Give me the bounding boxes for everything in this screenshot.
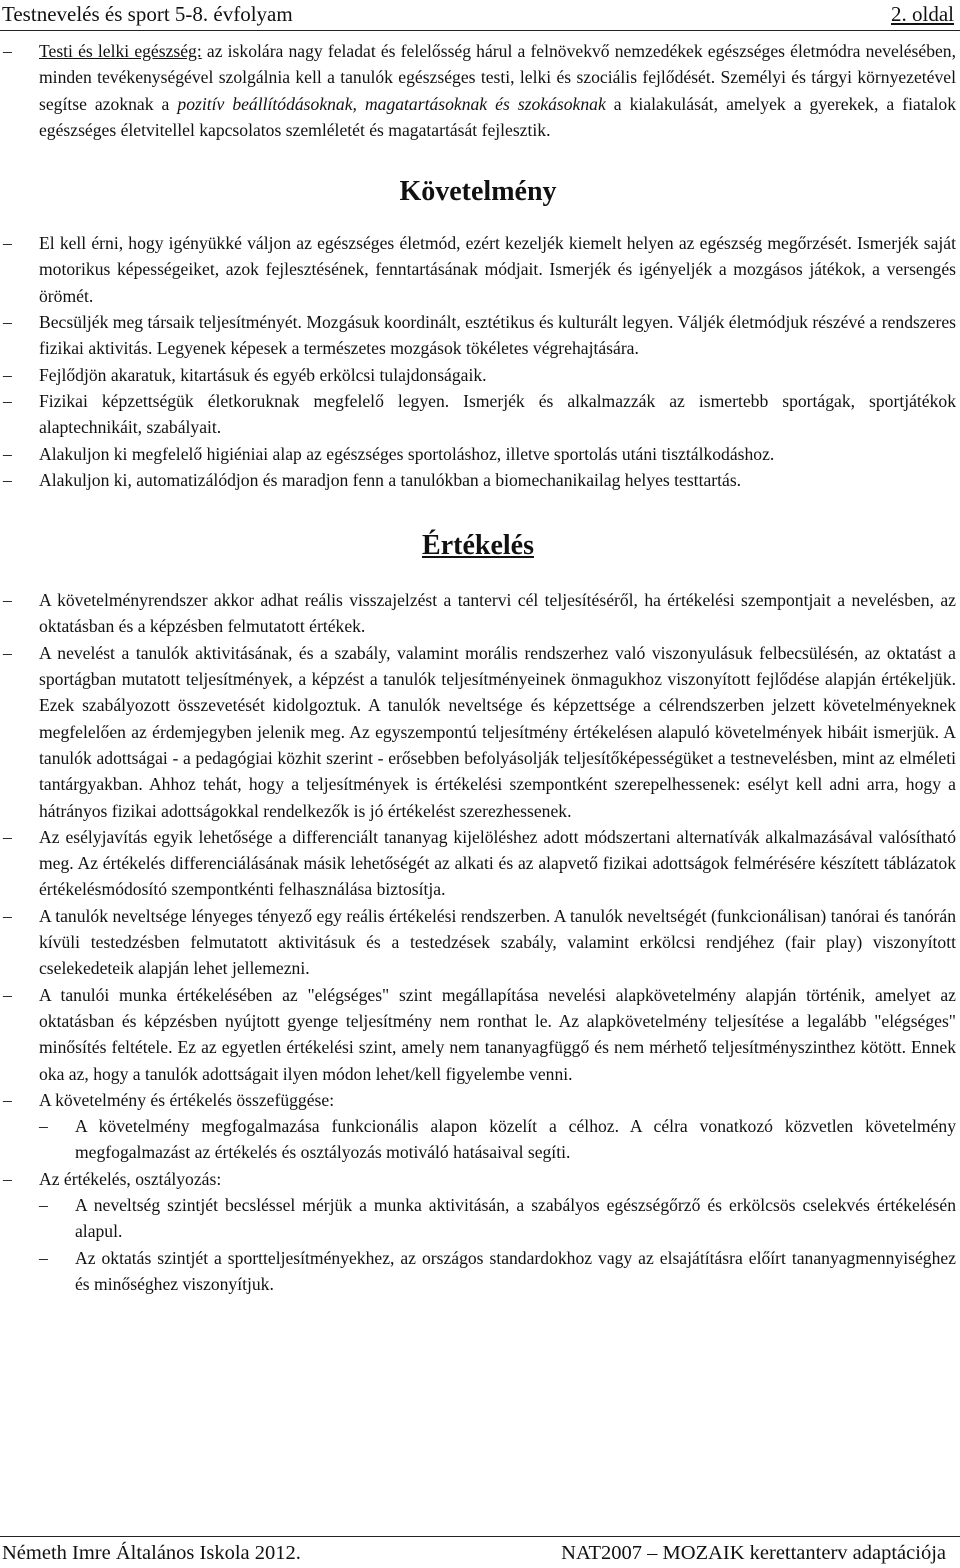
list-dash: – (3, 1168, 12, 1189)
list-item (0, 362, 956, 388)
list-dash: – (39, 1116, 48, 1137)
intro-italic: pozitív beállítódásoknak, magatartásoknak és szokásoknak (177, 93, 606, 114)
list-item (0, 982, 956, 1087)
list-dash: – (3, 590, 12, 611)
sub-list-item (0, 1192, 956, 1245)
page-header (0, 0, 960, 31)
list-dash: – (3, 41, 12, 61)
list-dash: – (3, 390, 12, 411)
sub-list-item (0, 1113, 956, 1166)
list-dash: – (3, 312, 12, 333)
document-body (0, 38, 956, 1297)
list-item-text: El kell érni, hogy igényükké váljon az egészséges életmód, ezért kezeljék kiemelt helyen az egészség megőrzését. Ismerjék saját motorikus képességeiket, azok fejlesztésének, fenntartásának módjait. Ismerjék és igényeljék a mozgásos játékok, a versengés örömét. (39, 233, 956, 306)
list-dash: – (3, 469, 12, 490)
list-dash: – (3, 984, 12, 1005)
list-dash: – (3, 364, 12, 385)
footer-school: Németh Imre Általános Iskola 2012. (2, 1542, 301, 1564)
requirements-list (0, 230, 956, 493)
list-item (0, 230, 956, 309)
list-item-text: Becsüljék meg társaik teljesítményét. Mozgásuk koordinált, esztétikus és kulturált legyen. Váljék életmódjuk részévé a rendszeres fizikai aktivitás. Legyenek képesek a természetes mozgások tökéletes végrehajtására. (39, 312, 956, 359)
page-number: 2. oldal (891, 2, 954, 26)
sub-list-item (0, 1245, 956, 1298)
list-dash: – (3, 826, 12, 847)
document-title: Testnevelés és sport 5-8. évfolyam (2, 2, 293, 26)
list-item-text: Fejlődjön akaratuk, kitartásuk és egyéb erkölcsi tulajdonságaik. (39, 364, 487, 385)
list-item (0, 640, 956, 824)
list-item (0, 467, 956, 493)
list-item-text: Alakuljon ki, automatizálódjon és maradjon fenn a tanulókban a biomechanikailag helyes testtartás. (39, 469, 742, 490)
list-item-text: A követelményrendszer akkor adhat reális visszajelzést a tantervi cél teljesítéséről, ha értékelési szempontjait a nevelésben, az oktatásban és a képzésben felmutatott értékek. (39, 590, 956, 637)
footer-program: NAT2007 – MOZAIK kerettanterv adaptációja (561, 1542, 946, 1564)
list-dash: – (3, 443, 12, 464)
requirements-heading: Követelmény (399, 176, 557, 208)
list-dash: – (3, 905, 12, 926)
list-item-text: Az oktatás szintjét a sportteljesítményekhez, az országos standardokhoz vagy az elsajátításra előírt tananyagmennyiséghez és minőséghez viszonyítjuk. (75, 1247, 956, 1294)
list-item (0, 587, 956, 640)
list-item-text: Az esélyjavítás egyik lehetősége a differenciált tananyag kijelöléshez adott módszertani alternatívák alkalmazásával valósítható meg. Az értékelés differenciálásának másik lehetőségét az alkati és az alapvető fizikai adottságok felmérésére készített táblázatok értékelésmódosító szempontkénti felhasználása biztosítja. (39, 826, 956, 900)
list-dash: – (3, 642, 12, 663)
list-item-text: Fizikai képzettségük életkoruknak megfelelő legyen. Ismerjék és alkalmazzák az ismertebb sportágak, sportjátékok alaptechnikáit, szabályait. (39, 390, 956, 438)
list-item-text: Az értékelés, osztályozás: (39, 1168, 222, 1189)
list-item-text: Alakuljon ki megfelelő higiéniai alap az egészséges sportoláshoz, illetve sportolás utáni tisztálkodáshoz. (39, 443, 775, 464)
list-item (0, 309, 956, 362)
list-item (0, 1087, 956, 1113)
list-item (0, 903, 956, 982)
intro-text-1: az iskolára nagy feladat és felelősség hárul a felnövekvő nemzedékek egészséges életmódra nevelésében, minden tevékenységével szolgálnia kell a tanulók egészséges testi, lelki és szociális fejlődését. Személyi és tárgyi környezetével segítse azoknak a (39, 41, 956, 114)
intro-term: Testi és lelki egészség: (39, 41, 202, 61)
list-item (0, 1166, 956, 1192)
list-dash: – (3, 1089, 12, 1110)
list-item (0, 441, 956, 467)
list-item-text: A követelmény megfogalmazása funkcionális alapon közelít a célhoz. A célra vonatkozó közvetlen követelmény megfogalmazást az értékelés és osztályozás motiváló hatásaival segíti. (75, 1116, 956, 1163)
list-item-text: A nevelést a tanulók aktivitásának, és a szabály, valamint morális rendszerhez való viszonyulásuk felbecsülésén, az oktatást a sportágban mutatott teljesítmények, a képzést a tanulók teljesítményeinek önmagukhoz viszonyított fejlődése alapján értékeljük. Ezek szabályozott összevetését kidolgoztuk. A tanulók neveltsége és képzettsége a célrendszerben jelzett követelményeknek megfelelően az érdemjegyben jelenik meg. Az egyszempontú teljesítmény értékelésen alapuló követelmények hibáit ismerjük. A tanulók adottságai - a pedagógiai közhit szerint - erősebben befolyásolják teljesítőképességüket a testnevelésben, mint az elméleti tantárgyakban. Ahhoz tehát, hogy a teljesítmények is értékelési szempontként szerepelhessenek: esélyt kell adni arra, hogy a hátrányos fizikai adottságokkal rendelkezők is jó értékelést szerezhessenek. (39, 642, 956, 821)
list-item-text: A tanulói munka értékelésében az "elégséges" szint megállapítása nevelési alapkövetelmény alapján történik, amelyet az oktatásban és képzésben nyújtott gyenge teljesítmény nem ronthat le. Az alapkövetelmény teljesítése a legalább "elégséges" minősítés feltétele. Ez az egyetlen értékelési szint, amely nem tananyagfüggő és nem mérhető teljesítményszinthez kötött. Ennek oka az, hogy a tanulók adottságait ilyen módon lehet/kell figyelembe venni. (39, 984, 956, 1084)
list-item (0, 388, 956, 441)
list-dash: – (3, 233, 12, 254)
intro-text-2: a kialakulását, amelyek a gyerekek, a fiatalok egészséges életvitellel kapcsolatos szemléletét és magatartását fejlesztik. (39, 93, 956, 140)
list-dash: – (39, 1194, 48, 1215)
list-item-text: A követelmény és értékelés összefüggése: (39, 1089, 335, 1110)
list-item-text: A tanulók neveltsége lényeges tényező egy reális értékelési rendszerben. A tanulók neveltségét (funkcionálisan) tanórai és tanórán kívüli testedzésben felmutatott aktivitásuk és a testedzések szabály, valamint erkölcsi rendjéhez (fair play) viszonyított cselekedeteik alapján lehet jellemezni. (39, 905, 956, 979)
evaluation-list (0, 587, 956, 1297)
list-item (0, 824, 956, 903)
page-footer (0, 1536, 960, 1567)
intro-paragraph (0, 38, 956, 143)
list-dash: – (39, 1247, 48, 1268)
evaluation-heading: Értékelés (422, 530, 534, 562)
list-item-text: A neveltség szintjét becsléssel mérjük a munka aktivitásán, a szabályos egészségőrző és erkölcsös cselekvés értékelésén alapul. (75, 1194, 956, 1242)
